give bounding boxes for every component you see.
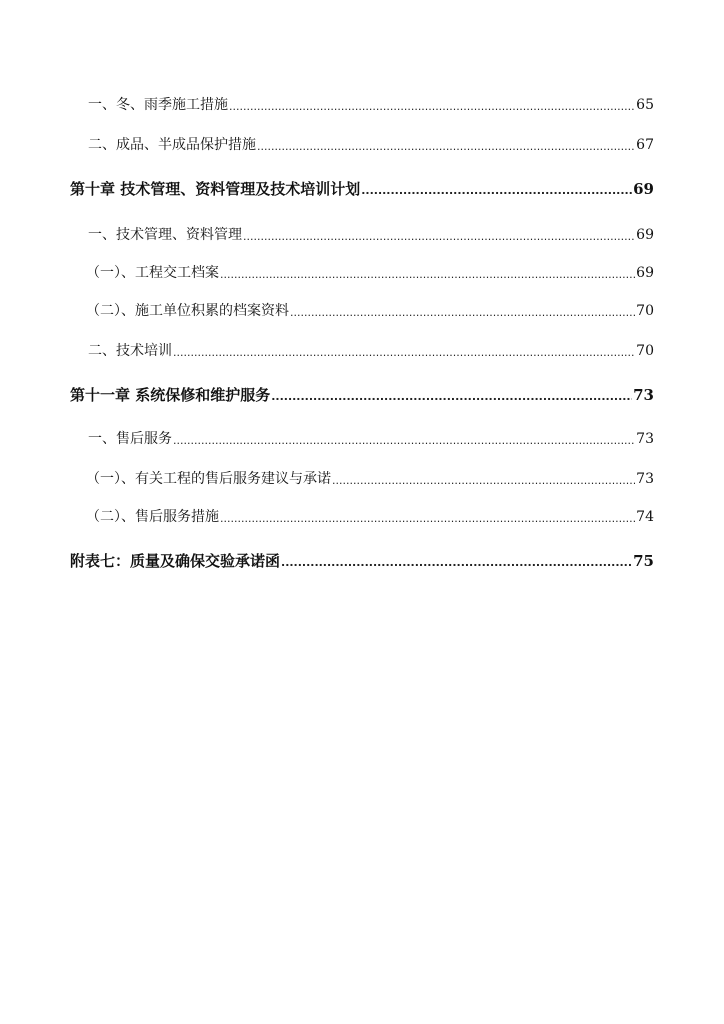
- toc-dot-leader: [332, 470, 635, 488]
- toc-entry-title: 一、技术管理、资料管理: [88, 227, 242, 243]
- toc-entry-title: （一）、工程交工档案: [86, 265, 219, 281]
- toc-entry[interactable]: [70, 426, 654, 448]
- toc-chapter-entry[interactable]: [70, 176, 654, 198]
- toc-entry-page: 69: [633, 180, 654, 198]
- toc-entry-title: 附表七：质量及确保交验承诺函: [70, 552, 281, 570]
- toc-dot-leader: [361, 180, 632, 198]
- toc-entry[interactable]: [70, 338, 654, 360]
- toc-entry-page: 70: [636, 303, 654, 319]
- toc-dot-leader: [243, 226, 635, 244]
- toc-chapter-entry[interactable]: [70, 382, 654, 404]
- toc-dot-leader: [281, 552, 632, 570]
- toc-entry-page: 69: [636, 265, 654, 281]
- toc-entry-page: 73: [633, 386, 654, 404]
- toc-entry[interactable]: [70, 466, 654, 488]
- toc-dot-leader: [290, 302, 635, 320]
- toc-entry-title: （一）、有关工程的售后服务建议与承诺: [86, 471, 331, 487]
- toc-dot-leader: [173, 430, 635, 448]
- toc-dot-leader: [229, 96, 635, 114]
- toc-entry-title: （二）、施工单位积累的档案资料: [86, 303, 289, 319]
- toc-entry-title: 第十章 技术管理、资料管理及技术培训计划: [70, 180, 361, 198]
- toc-appendix-entry[interactable]: [70, 548, 654, 570]
- toc-entry-page: 67: [636, 137, 654, 153]
- toc-entry[interactable]: [70, 504, 654, 526]
- toc-dot-leader: [173, 342, 635, 360]
- toc-entry[interactable]: [70, 298, 654, 320]
- toc-entry[interactable]: [70, 222, 654, 244]
- toc-entry-page: 70: [636, 343, 654, 359]
- toc-entry-page: 75: [633, 552, 654, 570]
- toc-entry[interactable]: [70, 92, 654, 114]
- toc-entry-title: 二、成品、半成品保护措施: [88, 137, 256, 153]
- toc-entry-title: 一、售后服务: [88, 431, 172, 447]
- toc-entry[interactable]: [70, 260, 654, 282]
- toc-dot-leader: [271, 386, 632, 404]
- toc-entry-page: 65: [636, 97, 654, 113]
- toc-entry[interactable]: [70, 132, 654, 154]
- toc-dot-leader: [220, 508, 635, 526]
- toc-entry-title: （二）、售后服务措施: [86, 509, 219, 525]
- toc-entry-page: 69: [636, 227, 654, 243]
- toc-entry-title: 一、冬、雨季施工措施: [88, 97, 228, 113]
- toc-entry-page: 73: [636, 431, 654, 447]
- toc-dot-leader: [257, 136, 635, 154]
- toc-entry-page: 73: [636, 471, 654, 487]
- toc-dot-leader: [220, 264, 635, 282]
- toc-entry-title: 二、技术培训: [88, 343, 172, 359]
- toc-entry-page: 74: [636, 509, 654, 525]
- toc-entry-title: 第十一章 系统保修和维护服务: [70, 386, 271, 404]
